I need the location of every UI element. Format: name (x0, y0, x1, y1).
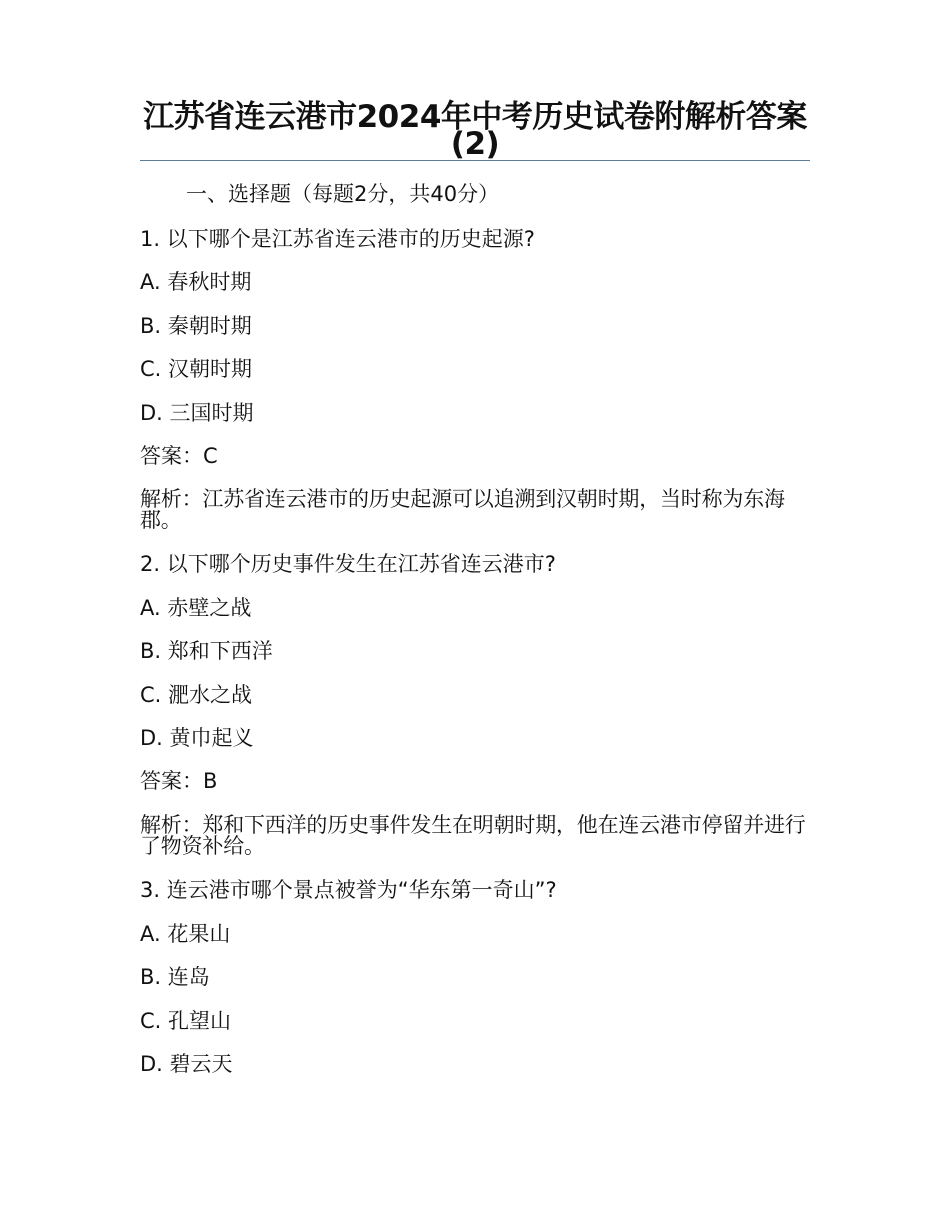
question-3-option-a: A. 花果山 (140, 922, 231, 946)
question-2-option-c: C. 淝水之战 (140, 683, 253, 707)
question-1-option-c: C. 汉朝时期 (140, 357, 253, 381)
question-3-option-c: C. 孔望山 (140, 1009, 232, 1033)
question-1-option-a: A. 春秋时期 (140, 270, 252, 294)
question-2-answer: 答案：B (140, 769, 218, 793)
question-1-explanation: 解析：江苏省连云港市的历史起源可以追溯到汉朝时期，当时称为东海郡。 (140, 487, 785, 532)
document-title: 江苏省连云港市2024年中考历史试卷附解析答案(2) (143, 99, 807, 162)
question-2-option-b: B. 郑和下西洋 (140, 639, 273, 663)
question-2-option-d: D. 黄巾起义 (140, 726, 254, 750)
question-1-option-d: D. 三国时期 (140, 401, 254, 425)
question-3-option-d: D. 碧云天 (140, 1052, 233, 1076)
question-3-option-b: B. 连岛 (140, 965, 210, 989)
question-1-answer: 答案：C (140, 444, 218, 468)
question-1-option-b: B. 秦朝时期 (140, 314, 252, 338)
question-2-explanation: 解析：郑和下西洋的历史事件发生在明朝时期，他在连云港市停留并进行了物资补给。 (140, 813, 806, 858)
title-underline (140, 160, 810, 161)
question-3-stem: 3. 连云港市哪个景点被誉为“华东第一奇山”? (140, 878, 557, 902)
section-heading: 一、选择题（每题2分，共40分） (186, 182, 500, 206)
question-2-option-a: A. 赤壁之战 (140, 596, 252, 620)
question-1-stem: 1. 以下哪个是江苏省连云港市的历史起源? (140, 227, 535, 251)
question-2-stem: 2. 以下哪个历史事件发生在江苏省连云港市? (140, 552, 556, 576)
